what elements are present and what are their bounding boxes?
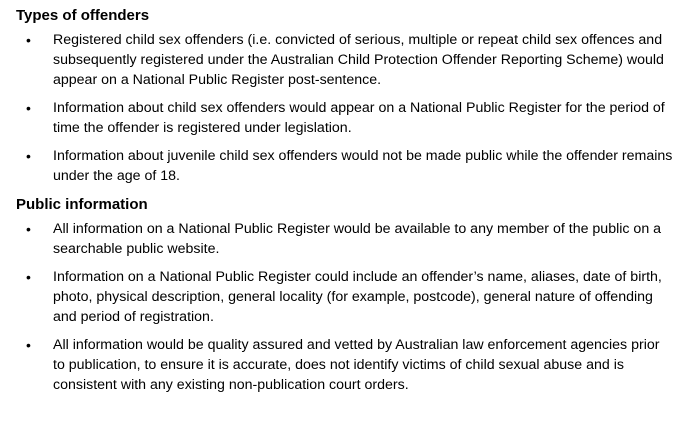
bullet-icon: •: [26, 32, 31, 48]
section-types-of-offenders: [16, 6, 688, 186]
list-item: [16, 267, 673, 327]
bullet-list: [16, 219, 688, 395]
bullet-icon: •: [26, 337, 31, 353]
list-item-text: All information on a National Public Register would be available to any member of the public on a searchable public website.: [53, 221, 662, 257]
list-item: [16, 98, 673, 138]
bullet-list: [16, 30, 688, 186]
list-item-text: All information would be quality assured and vetted by Australian law enforcement agencies prior to publication, to ensure it is accurate, does not identify victims of child sexual abuse and is consistent with any existing non-publication court orders.: [53, 337, 660, 393]
bullet-icon: •: [26, 221, 31, 237]
list-item-text: Information on a National Public Register could include an offender’s name, aliases, date of birth, photo, physical description, general locality (for example, postcode), general nature of offending and period of registration.: [53, 269, 662, 325]
list-item: [16, 30, 673, 90]
list-item-text: Registered child sex offenders (i.e. convicted of serious, multiple or repeat child sex offences and subsequently registered under the Australian Child Protection Offender Reporting Scheme) would appear on a National Public Register post-sentence.: [53, 32, 664, 88]
bullet-icon: •: [26, 100, 31, 116]
section-heading: Public information: [16, 196, 148, 213]
list-item: [16, 335, 673, 395]
section-public-information: [16, 195, 688, 395]
section-heading: Types of offenders: [16, 7, 150, 24]
list-item-text: Information about juvenile child sex offenders would not be made public while the offender remains under the age of 18.: [53, 148, 673, 184]
bullet-icon: •: [26, 269, 31, 285]
bullet-icon: •: [26, 148, 31, 164]
list-item: [16, 219, 673, 259]
list-item: [16, 146, 673, 186]
list-item-text: Information about child sex offenders would appear on a National Public Register for the period of time the offender is registered under legislation.: [53, 100, 665, 136]
